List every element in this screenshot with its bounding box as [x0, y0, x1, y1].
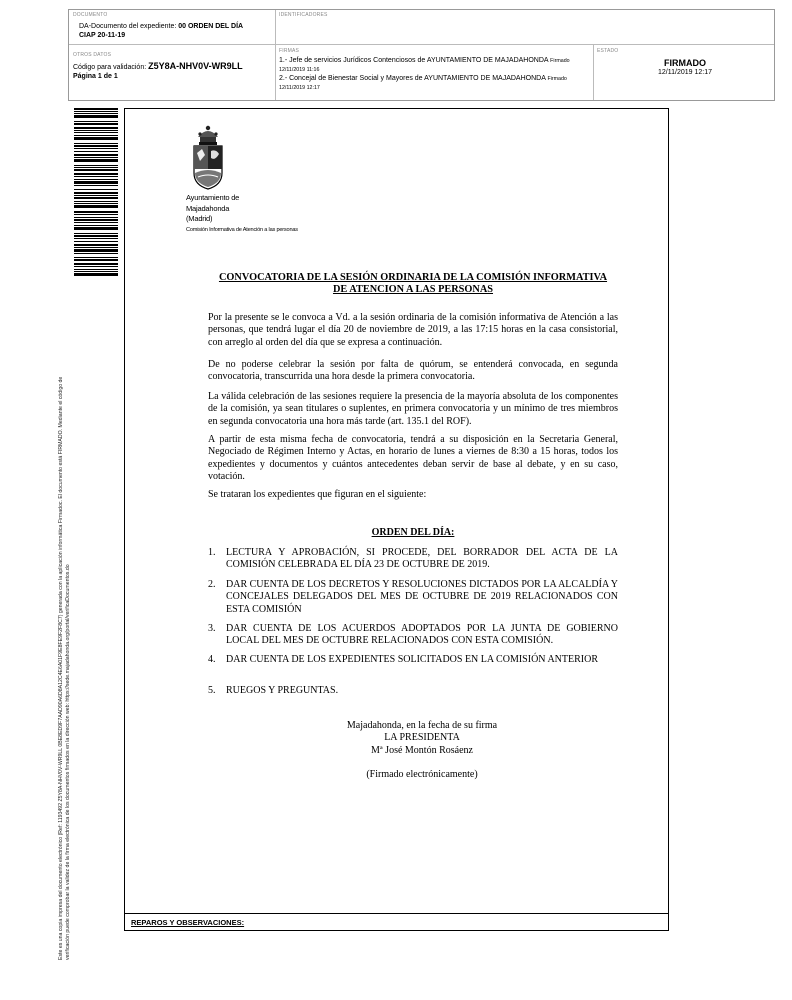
paragraph: A partir de esta misma fecha de convocatoria, tendrá a su disposición en la Secretaria General, Negociado de Régimen Interno y Actas, en horario de lunes a viernes de 8:30 a 15 horas, todos los expedientes y documentos y cuántos antecedentes deban servir de base al debate, y en su caso, votación. — [208, 434, 618, 483]
pagina-label: Página 1 de 1 — [73, 73, 118, 80]
barcode-bar — [74, 259, 118, 261]
documento-line1-bold: 00 ORDEN DEL DÍA — [178, 23, 244, 30]
barcode-bar — [74, 121, 118, 122]
firma-2-text: 2.- Concejal de Bienestar Social y Mayores de AYUNTAMIENTO DE MAJADAHONDA — [279, 75, 546, 82]
org-line1: Ayuntamiento de — [186, 193, 240, 202]
barcode-bar — [74, 227, 118, 230]
barcode-bar — [74, 269, 118, 270]
org-line3: (Madrid) — [186, 214, 213, 223]
verification-side-text — [58, 300, 71, 960]
list-item — [208, 685, 618, 697]
firma-2-date: Firmado 12/11/2019 12:17 — [279, 76, 567, 91]
organization-block — [186, 193, 298, 235]
barcode-bar — [74, 143, 118, 144]
item-text: DAR CUENTA DE LOS ACUERDOS ADOPTADOS POR LA JUNTA DE GOBIERNO LOCAL DEL MES DE OCTUBRE RELACIONADOS CON ESTA COMISIÓN. — [226, 623, 618, 647]
signature-role: LA PRESIDENTA — [384, 732, 460, 744]
otros-datos-label: OTROS DATOS — [73, 52, 112, 58]
barcode-bar — [74, 165, 118, 166]
barcode-bar — [74, 201, 118, 202]
documento-label: DOCUMENTO — [73, 12, 108, 18]
barcode-bar — [74, 257, 118, 258]
barcode-bar — [74, 244, 118, 246]
barcode-bar — [74, 238, 118, 239]
barcode-bar — [74, 130, 118, 131]
estado-label: ESTADO — [597, 48, 619, 54]
barcode-bar — [74, 214, 118, 215]
codigo-value: Z5Y8A-NHV0V-WR9LL — [148, 61, 243, 71]
firmas-label: FIRMAS — [279, 48, 300, 54]
item-text: LECTURA Y APROBACIÓN, SI PROCEDE, DEL BORRADOR DEL ACTA DE LA COMISIÓN CELEBRADA EL DÍA 23 DE OCTUBRE DE 2019. — [226, 547, 618, 571]
item-number: 1. — [208, 547, 216, 558]
barcode-bar — [74, 123, 118, 125]
org-line4: Comisión Informativa de Atención a las personas — [186, 226, 298, 233]
item-text: RUEGOS Y PREGUNTAS. — [226, 685, 339, 696]
barcode-bar — [74, 241, 118, 242]
barcode-bar — [74, 247, 118, 248]
paragraph: La válida celebración de las sesiones requiere la presencia de la mayoría absoluta de los componentes de la comisión, ya sean titulares o suplentes, en primera convocatoria y un mínimo de tres miembros en segunda convocatoria una hora más tarde (art. 135.1 del ROF). — [208, 391, 618, 427]
barcode-bar — [74, 205, 118, 208]
barcode-bar — [74, 271, 118, 272]
barcode-bar — [74, 108, 118, 110]
documento-info — [79, 22, 269, 40]
barcode-bar — [74, 173, 118, 175]
barcode — [74, 108, 118, 280]
divider — [69, 44, 774, 45]
barcode-bar — [74, 225, 118, 226]
barcode-bar — [74, 135, 118, 136]
estado-box — [595, 58, 775, 77]
barcode-bar — [74, 145, 118, 147]
barcode-bar — [74, 249, 118, 252]
barcode-bar — [74, 127, 118, 129]
divider — [275, 10, 276, 100]
list-item — [208, 654, 618, 666]
barcode-bar — [74, 192, 118, 194]
paragraph: Se trataran los expedientes que figuran en el siguiente: — [208, 489, 427, 500]
firma-1-date: Firmado 12/11/2019 11:16 — [279, 58, 570, 73]
barcode-bar — [74, 189, 118, 190]
coat-of-arms-icon — [188, 125, 228, 191]
divider — [593, 44, 594, 100]
barcode-bar — [74, 197, 118, 199]
item-number: 2. — [208, 579, 216, 590]
barcode-bar — [74, 148, 118, 149]
firma-1 — [279, 56, 591, 74]
firma-1-text: 1.- Jefe de servicios Jurídicos Contenciosos de AYUNTAMIENTO DE MAJADAHONDA — [279, 57, 549, 64]
side-text-line1: Este es una copia impresa del documento electrónico (Ref: 1193492 Z5Y8A-NHV0V-WR9LL 0BE8ED9F7AAD90A6D8A12C4E6A01F9E8FE9F2F8C7) generada con la aplicación informática Firmadoc. El documento está FIRMADO. Mediante el código de — [58, 376, 64, 960]
documento-line2: CIAP 20-11-19 — [79, 32, 126, 39]
validation-code — [73, 62, 273, 81]
barcode-bar — [74, 217, 118, 218]
barcode-bar — [74, 157, 118, 158]
title-line2: DE ATENCION A LAS PERSONAS — [332, 284, 494, 295]
barcode-bar — [74, 235, 118, 237]
signature-name: Mª José Montón Rosáenz — [371, 744, 473, 756]
barcode-bar — [74, 253, 118, 254]
barcode-bar — [74, 151, 118, 152]
item-number: 4. — [208, 654, 216, 665]
barcode-bar — [74, 233, 118, 234]
item-text: DAR CUENTA DE LOS DECRETOS Y RESOLUCIONES DICTADOS POR LA ALCALDÍA Y CONCEJALES DELEGADOS DEL MES DE OCTUBRE DE 2019 RELACIONADOS CON ESTA COMISIÓN — [226, 579, 618, 615]
item-text: DAR CUENTA DE LOS EXPEDIENTES SOLICITADOS EN LA COMISIÓN ANTERIOR — [226, 654, 599, 665]
codigo-label: Código para validación: — [73, 64, 149, 71]
barcode-bar — [74, 167, 118, 168]
document-title — [200, 272, 626, 296]
barcode-bar — [74, 159, 118, 162]
orden-del-dia-title: ORDEN DEL DÍA: — [371, 527, 455, 538]
barcode-bar — [74, 263, 118, 265]
signature-block — [322, 720, 522, 782]
barcode-bar — [74, 111, 118, 112]
barcode-bar — [74, 181, 118, 184]
barcode-bar — [74, 219, 118, 221]
firmas-list — [279, 56, 591, 92]
signature-note: (Firmado electrónicamente) — [366, 769, 478, 781]
paragraph: De no poderse celebrar la sesión por falta de quórum, se entenderá convocada, en segunda convocatoria, transcurrida una hora desde la primera convocatoria. — [208, 359, 618, 383]
estado-value: FIRMADO — [664, 58, 706, 68]
barcode-bar — [74, 132, 118, 133]
list-item — [208, 547, 618, 572]
identificadores-label: IDENTIFICADORES — [279, 12, 328, 18]
barcode-bar — [74, 195, 118, 196]
item-number: 5. — [208, 685, 216, 696]
barcode-bar — [74, 115, 118, 118]
barcode-bar — [74, 176, 118, 177]
signature-place: Majadahonda, en la fecha de su firma — [346, 720, 498, 731]
barcode-bar — [74, 203, 118, 204]
barcode-bar — [74, 222, 118, 223]
estado-date: 12/11/2019 12:17 — [658, 69, 712, 76]
barcode-bar — [74, 113, 118, 114]
list-item — [208, 579, 618, 616]
barcode-bar — [74, 266, 118, 267]
barcode-bar — [74, 179, 118, 180]
item-number: 3. — [208, 623, 216, 634]
paragraph: Por la presente se le convoca a Vd. a la sesión ordinaria de la comisión informativa de Atención a las personas, que tendrá lugar el día 20 de noviembre de 2019, a las 17:15 horas en la casa consistorial, con arreglo al orden del día que se expresa a continuación. — [208, 312, 618, 348]
list-item — [208, 623, 618, 648]
firma-2 — [279, 74, 591, 92]
barcode-bar — [74, 137, 118, 140]
observaciones-footer: REPAROS Y OBSERVACIONES: — [125, 913, 668, 930]
barcode-bar — [74, 169, 118, 171]
barcode-bar — [74, 185, 118, 186]
title-line1: CONVOCATORIA DE LA SESIÓN ORDINARIA DE LA COMISIÓN INFORMATIVA — [218, 272, 608, 283]
documento-line1: DA-Documento del expediente: — [79, 23, 179, 30]
org-line2: Majadahonda — [186, 203, 230, 213]
side-text-line2: verificación puede comprobar la validez de la firma electrónica de los documentos firmados en la dirección web: https://sede.majadahonda.org/portal/verificaDocumentos.do — [64, 564, 71, 960]
signature-header-box — [68, 9, 775, 101]
barcode-bar — [74, 154, 118, 156]
barcode-bar — [74, 211, 118, 213]
barcode-bar — [74, 273, 118, 276]
